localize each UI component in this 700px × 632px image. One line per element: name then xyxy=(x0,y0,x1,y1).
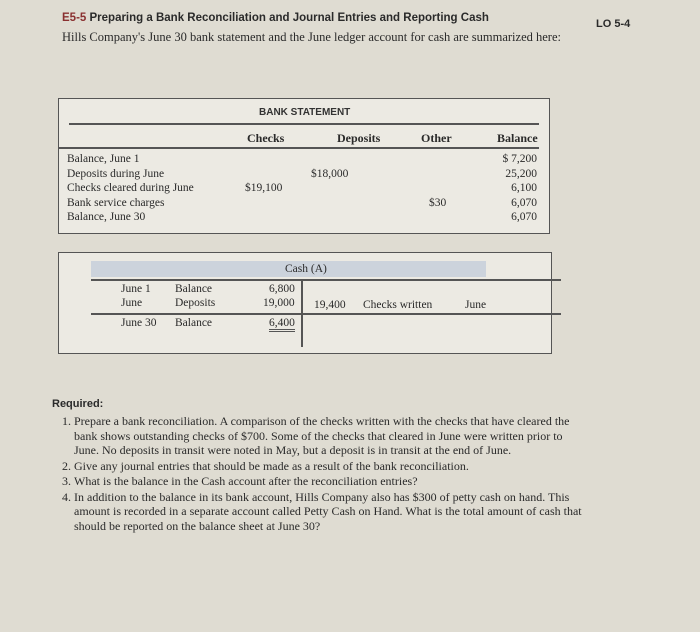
ending-date: June 30 xyxy=(121,317,157,329)
column-header: Deposits xyxy=(337,131,381,145)
bank-row-balance: 25,200 xyxy=(505,167,537,180)
bank-row-deposits: $18,000 xyxy=(311,167,349,180)
cash-account-heading: Cash (A) xyxy=(285,263,327,275)
column-header: Checks xyxy=(247,131,285,145)
bank-row-checks: $19,100 xyxy=(245,182,283,194)
column-header: Other xyxy=(421,131,452,145)
exercise-title-text: Preparing a Bank Reconciliation and Journal Entries and Reporting Cash xyxy=(89,12,489,24)
intro-text: Hills Company's June 30 bank statement and the June ledger account for cash are summarized here: xyxy=(62,30,561,44)
credit-desc: Checks written xyxy=(363,299,433,311)
bank-row-label: Balance, June 30 xyxy=(67,211,146,223)
debit-amount: 6,800 xyxy=(269,283,295,295)
learning-objective: LO 5-4 xyxy=(596,18,631,30)
bank-row-label: Deposits during June xyxy=(67,167,165,180)
ending-desc: Balance xyxy=(175,317,213,329)
bank-row-label: Checks cleared during June xyxy=(67,182,194,194)
debit-desc: Deposits xyxy=(175,297,216,309)
required-item: 2. Give any journal entries that should be made as a result of the bank reconciliation. xyxy=(74,459,584,474)
required-item: 4. In addition to the balance in its bank account, Hills Company also has $300 of petty cash on hand. This amount is recorded in a separate account called Petty Cash on Hand. What is the total amount of cash that should be reported on the balance sheet at June 30? xyxy=(74,490,584,534)
column-header: Balance xyxy=(497,131,538,145)
divider xyxy=(69,123,539,125)
bank-row-label: Balance, June 1 xyxy=(67,153,140,165)
divider xyxy=(91,279,561,281)
cash-t-account xyxy=(58,252,552,354)
ending-amount: 6,400 xyxy=(269,317,295,332)
debit-date: June 1 xyxy=(121,283,151,295)
bank-row-balance: $ 7,200 xyxy=(502,153,537,165)
bank-row-balance: 6,070 xyxy=(511,196,537,209)
bank-statement-heading: BANK STATEMENT xyxy=(259,107,351,118)
required-item: 1. Prepare a bank reconciliation. A comparison of the checks written with the checks that have cleared the bank shows outstanding checks of $700. Some of the checks that cleared in June were written prior to June. No deposits in transit were noted in May, but a deposit is in transit at the end of June. xyxy=(74,414,584,458)
exercise-number: E5-5 xyxy=(62,12,87,24)
bank-statement-table xyxy=(58,98,550,234)
divider xyxy=(91,313,561,315)
bank-row-balance: 6,100 xyxy=(511,182,537,194)
bank-row-other: $30 xyxy=(429,196,447,209)
debit-amount: 19,000 xyxy=(263,297,295,309)
required-list xyxy=(52,414,584,534)
debit-date: June xyxy=(121,297,143,309)
exercise-title xyxy=(62,12,489,24)
credit-amount: 19,400 xyxy=(314,299,346,311)
credit-date: June xyxy=(465,299,487,311)
divider xyxy=(59,147,539,149)
bank-row-balance: 6,070 xyxy=(511,211,537,223)
required-heading: Required: xyxy=(52,398,104,410)
bank-row-label: Bank service charges xyxy=(67,196,165,209)
required-item: 3. What is the balance in the Cash account after the reconciliation entries? xyxy=(74,474,584,489)
debit-desc: Balance xyxy=(175,283,213,295)
